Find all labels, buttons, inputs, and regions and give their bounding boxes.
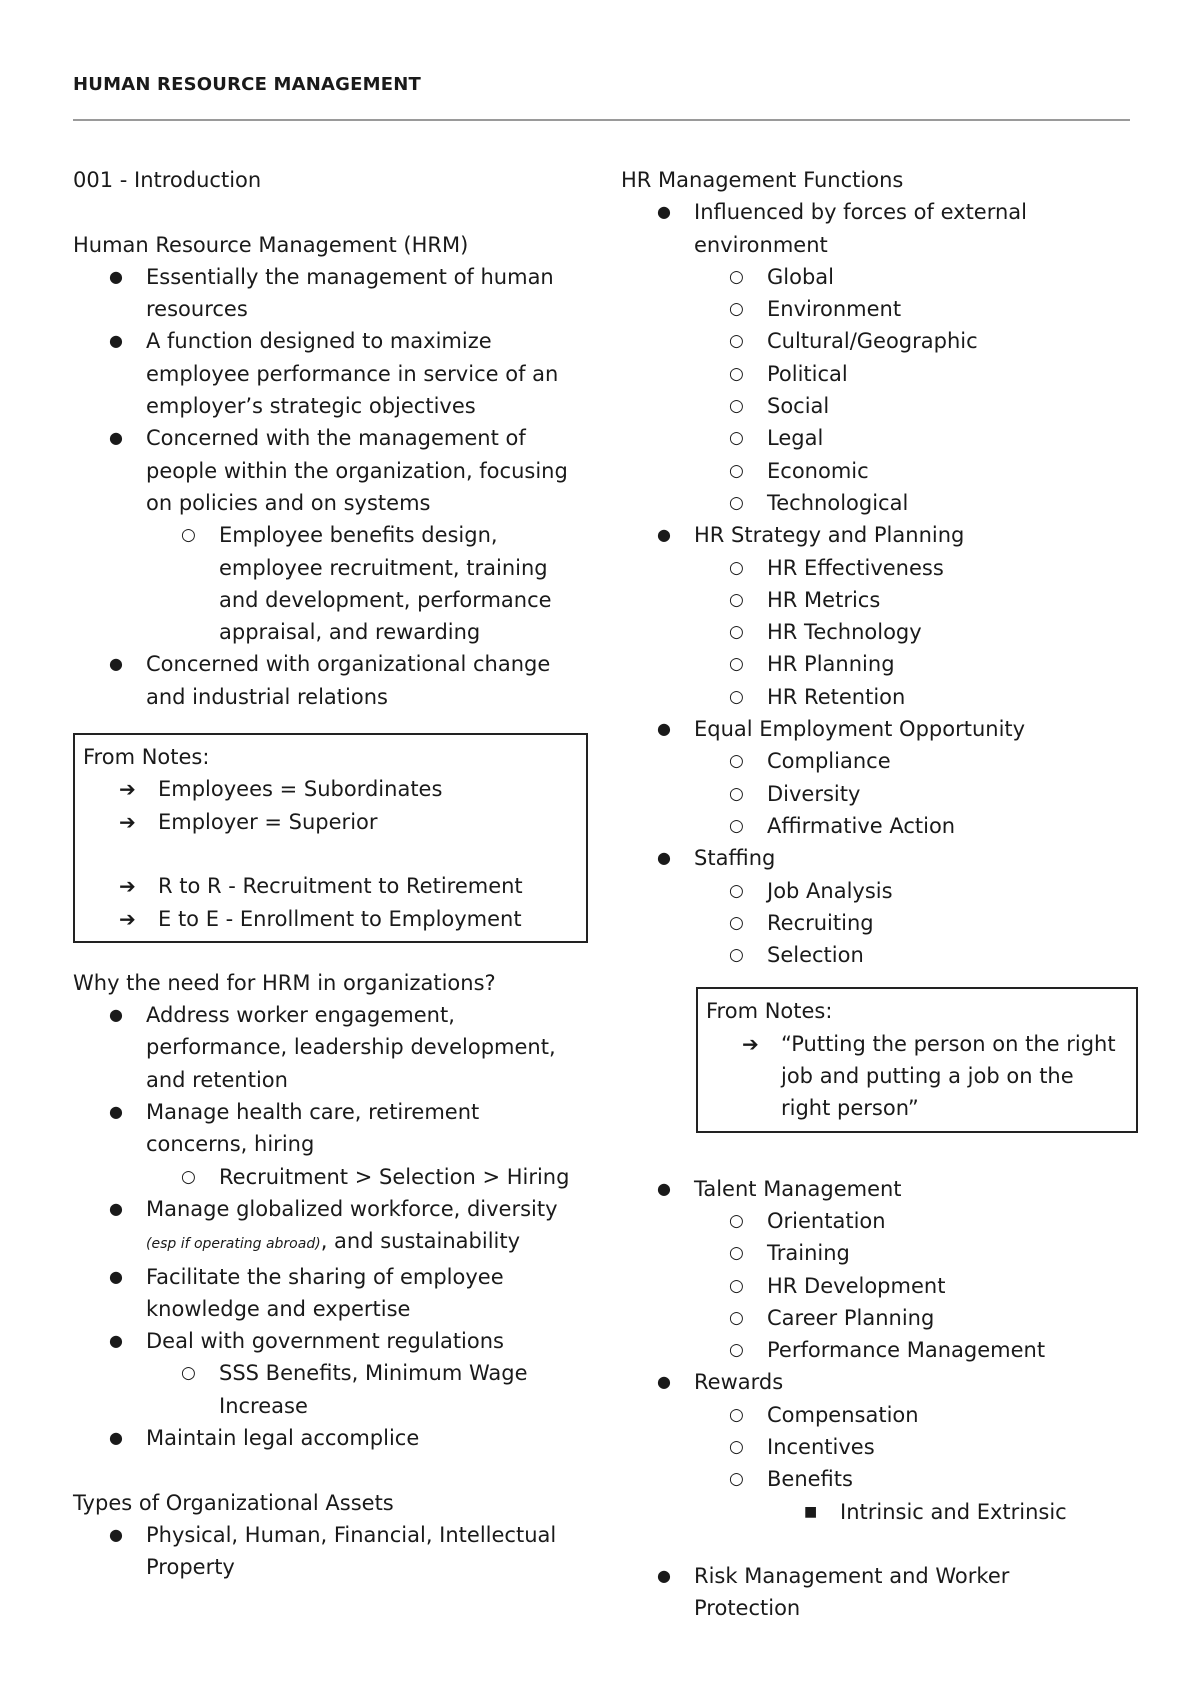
bullet-item: ● Manage health care, retirement bbox=[73, 1096, 593, 1128]
circle-bullet-icon: ○ bbox=[729, 589, 744, 610]
sub-bullet-item: ○ HR Retention bbox=[621, 681, 1141, 713]
bullet-item-continuation: on policies and on systems bbox=[146, 490, 431, 515]
bullet-icon: ● bbox=[109, 266, 123, 286]
sub-bullet-item: ○ HR Metrics bbox=[621, 584, 1141, 616]
bullet-item: ● Physical, Human, Financial, Intellectual bbox=[73, 1519, 593, 1551]
sub-sub-bullet-item: ■ Intrinsic and Extrinsic bbox=[621, 1496, 1141, 1528]
bullet-icon: ● bbox=[109, 1005, 123, 1025]
circle-bullet-icon: ○ bbox=[729, 1340, 744, 1361]
notes-arrow-continuation: job and putting a job on the bbox=[781, 1064, 1074, 1089]
circle-bullet-icon: ○ bbox=[729, 945, 744, 966]
circle-bullet-icon: ○ bbox=[729, 1307, 744, 1328]
bullet-icon: ● bbox=[657, 1178, 671, 1198]
circle-bullet-icon: ○ bbox=[729, 880, 744, 901]
sub-bullet-item: ○ Benefits bbox=[621, 1463, 1141, 1495]
right-column bbox=[621, 164, 1141, 1625]
sub-bullet-item: ○ Affirmative Action bbox=[621, 810, 1141, 842]
bullet-icon: ● bbox=[109, 1427, 123, 1447]
bullet-item-continuation: employee performance in service of an bbox=[146, 361, 559, 386]
notes-title: From Notes: bbox=[83, 745, 210, 770]
bullet-item: ● Address worker engagement, bbox=[73, 999, 593, 1031]
bullet-item: ● Rewards bbox=[621, 1366, 1141, 1398]
circle-bullet-icon: ○ bbox=[729, 912, 744, 933]
bullet-item-continuation: (esp if operating abroad), and sustainability bbox=[146, 1229, 521, 1254]
bullet-item-continuation: performance, leadership development, bbox=[146, 1035, 556, 1060]
square-bullet-icon: ■ bbox=[804, 1503, 818, 1520]
circle-bullet-icon: ○ bbox=[729, 460, 744, 481]
bullet-icon: ● bbox=[657, 719, 671, 739]
circle-bullet-icon: ○ bbox=[729, 1469, 744, 1490]
circle-bullet-icon: ○ bbox=[729, 492, 744, 513]
notes-arrow-item: ➔ Employees = Subordinates bbox=[83, 773, 576, 805]
sub-bullet-item: ○ HR Planning bbox=[621, 648, 1141, 680]
sub-bullet-item: ○ Recruiting bbox=[621, 907, 1141, 939]
sub-bullet-item: ○ Performance Management bbox=[621, 1334, 1141, 1366]
sub-bullet-item: ○ Cultural/Geographic bbox=[621, 325, 1141, 357]
sub-bullet-item: ○ Compensation bbox=[621, 1399, 1141, 1431]
bullet-item-continuation: employer’s strategic objectives bbox=[146, 394, 476, 419]
circle-bullet-icon: ○ bbox=[729, 266, 744, 287]
sub-bullet-item: ○ Technological bbox=[621, 487, 1141, 519]
circle-bullet-icon: ○ bbox=[729, 815, 744, 836]
bullet-item-continuation: environment bbox=[694, 232, 828, 257]
notes-arrow-item: ➔ “Putting the person on the right bbox=[706, 1028, 1126, 1060]
bullet-item: ● Facilitate the sharing of employee bbox=[73, 1261, 593, 1293]
bullet-icon: ● bbox=[109, 1524, 123, 1544]
circle-bullet-icon: ○ bbox=[729, 396, 744, 417]
circle-bullet-icon: ○ bbox=[729, 1275, 744, 1296]
bullet-item: ● Risk Management and Worker bbox=[621, 1560, 1141, 1592]
sub-bullet-item: ○ Compliance bbox=[621, 745, 1141, 777]
left-column bbox=[73, 164, 593, 1583]
header-divider bbox=[73, 119, 1130, 121]
bullet-item: ● Concerned with the management of bbox=[73, 422, 593, 454]
sub-bullet-continuation: and development, performance bbox=[219, 587, 552, 612]
bullet-item: ● Manage globalized workforce, diversity bbox=[73, 1193, 593, 1225]
bullet-icon: ● bbox=[109, 1102, 123, 1122]
circle-bullet-icon: ○ bbox=[729, 1210, 744, 1231]
bullet-icon: ● bbox=[109, 654, 123, 674]
arrow-right-icon: ➔ bbox=[119, 906, 136, 931]
circle-bullet-icon: ○ bbox=[729, 751, 744, 772]
sub-bullet-item: ○ Diversity bbox=[621, 778, 1141, 810]
sub-bullet-item: ○ Economic bbox=[621, 455, 1141, 487]
notes-arrow-item: ➔ R to R - Recruitment to Retirement bbox=[83, 870, 576, 902]
arrow-right-icon: ➔ bbox=[742, 1031, 759, 1056]
circle-bullet-icon: ○ bbox=[729, 557, 744, 578]
arrow-right-icon: ➔ bbox=[119, 777, 136, 802]
section-heading-hrm: Human Resource Management (HRM) bbox=[73, 232, 469, 257]
bullet-item-continuation: Protection bbox=[694, 1596, 801, 1621]
bullet-item-continuation: concerns, hiring bbox=[146, 1132, 315, 1157]
circle-bullet-icon: ○ bbox=[181, 525, 196, 546]
bullet-item-continuation: resources bbox=[146, 297, 248, 322]
notes-box bbox=[696, 987, 1138, 1132]
sub-bullet-item: ○ Career Planning bbox=[621, 1302, 1141, 1334]
sub-bullet-continuation: Increase bbox=[219, 1393, 308, 1418]
circle-bullet-icon: ○ bbox=[729, 654, 744, 675]
circle-bullet-icon: ○ bbox=[729, 1436, 744, 1457]
aside-note: (esp if operating abroad) bbox=[146, 1236, 321, 1253]
bullet-icon: ● bbox=[109, 1266, 123, 1286]
circle-bullet-icon: ○ bbox=[181, 1363, 196, 1384]
bullet-icon: ● bbox=[109, 1198, 123, 1218]
sub-bullet-item: ○ SSS Benefits, Minimum Wage bbox=[73, 1357, 593, 1389]
bullet-item-continuation: and retention bbox=[146, 1067, 288, 1092]
arrow-right-icon: ➔ bbox=[119, 874, 136, 899]
section-heading-functions: HR Management Functions bbox=[621, 168, 904, 192]
notes-arrow-item: ➔ Employer = Superior bbox=[83, 806, 576, 838]
bullet-icon: ● bbox=[109, 428, 123, 448]
sub-bullet-item: ○ Orientation bbox=[621, 1205, 1141, 1237]
circle-bullet-icon: ○ bbox=[729, 622, 744, 643]
sub-bullet-item: ○ Global bbox=[621, 261, 1141, 293]
circle-bullet-icon: ○ bbox=[729, 363, 744, 384]
bullet-item: ● Talent Management bbox=[621, 1173, 1141, 1205]
arrow-right-icon: ➔ bbox=[119, 809, 136, 834]
bullet-item-continuation: and industrial relations bbox=[146, 684, 388, 709]
bullet-item: ● Maintain legal accomplice bbox=[73, 1422, 593, 1454]
bullet-item: ● Staffing bbox=[621, 842, 1141, 874]
sub-bullet-item: ○ Incentives bbox=[621, 1431, 1141, 1463]
bullet-item: ● Influenced by forces of external bbox=[621, 196, 1141, 228]
bullet-item: ● Concerned with organizational change bbox=[73, 648, 593, 680]
bullet-icon: ● bbox=[109, 1331, 123, 1351]
circle-bullet-icon: ○ bbox=[181, 1166, 196, 1187]
sub-bullet-item: ○ Environment bbox=[621, 293, 1141, 325]
sub-bullet-item: ○ Job Analysis bbox=[621, 875, 1141, 907]
bullet-icon: ● bbox=[109, 331, 123, 351]
sub-bullet-item: ○ Recruitment > Selection > Hiring bbox=[73, 1161, 593, 1193]
bullet-item-continuation: people within the organization, focusing bbox=[146, 458, 568, 483]
bullet-icon: ● bbox=[657, 1566, 671, 1586]
sub-bullet-item: ○ Selection bbox=[621, 939, 1141, 971]
circle-bullet-icon: ○ bbox=[729, 783, 744, 804]
bullet-item: ● HR Strategy and Planning bbox=[621, 519, 1141, 551]
bullet-item-continuation: knowledge and expertise bbox=[146, 1296, 411, 1321]
circle-bullet-icon: ○ bbox=[729, 1243, 744, 1264]
bullet-item: ● A function designed to maximize bbox=[73, 325, 593, 357]
notes-arrow-item: ➔ E to E - Enrollment to Employment bbox=[83, 903, 576, 935]
section-heading-assets: Types of Organizational Assets bbox=[73, 1490, 394, 1515]
circle-bullet-icon: ○ bbox=[729, 428, 744, 449]
page-title: HUMAN RESOURCE MANAGEMENT bbox=[73, 74, 421, 95]
sub-bullet-item: ○ Training bbox=[621, 1237, 1141, 1269]
notes-title: From Notes: bbox=[706, 999, 833, 1024]
sub-bullet-continuation: appraisal, and rewarding bbox=[219, 620, 481, 645]
notes-arrow-continuation: right person” bbox=[781, 1096, 919, 1121]
bullet-icon: ● bbox=[657, 1372, 671, 1392]
sub-bullet-item: ○ Legal bbox=[621, 422, 1141, 454]
sub-bullet-item: ○ HR Technology bbox=[621, 616, 1141, 648]
circle-bullet-icon: ○ bbox=[729, 686, 744, 707]
sub-bullet-item: ○ HR Development bbox=[621, 1270, 1141, 1302]
sub-bullet-item: ○ Social bbox=[621, 390, 1141, 422]
bullet-item: ● Deal with government regulations bbox=[73, 1325, 593, 1357]
sub-bullet-continuation: employee recruitment, training bbox=[219, 555, 548, 580]
bullet-icon: ● bbox=[657, 202, 671, 222]
bullet-item-continuation: Property bbox=[146, 1555, 235, 1580]
notes-box bbox=[73, 733, 588, 943]
circle-bullet-icon: ○ bbox=[729, 331, 744, 352]
section-heading-introduction: 001 - Introduction bbox=[73, 168, 262, 192]
section-heading-why: Why the need for HRM in organizations? bbox=[73, 970, 496, 995]
sub-bullet-item: ○ HR Effectiveness bbox=[621, 552, 1141, 584]
bullet-icon: ● bbox=[657, 525, 671, 545]
bullet-icon: ● bbox=[657, 848, 671, 868]
circle-bullet-icon: ○ bbox=[729, 299, 744, 320]
circle-bullet-icon: ○ bbox=[729, 1404, 744, 1425]
sub-bullet-item: ○ Political bbox=[621, 358, 1141, 390]
bullet-item: ● Equal Employment Opportunity bbox=[621, 713, 1141, 745]
sub-bullet-item: ○ Employee benefits design, bbox=[73, 519, 593, 551]
bullet-item: ● Essentially the management of human bbox=[73, 261, 593, 293]
